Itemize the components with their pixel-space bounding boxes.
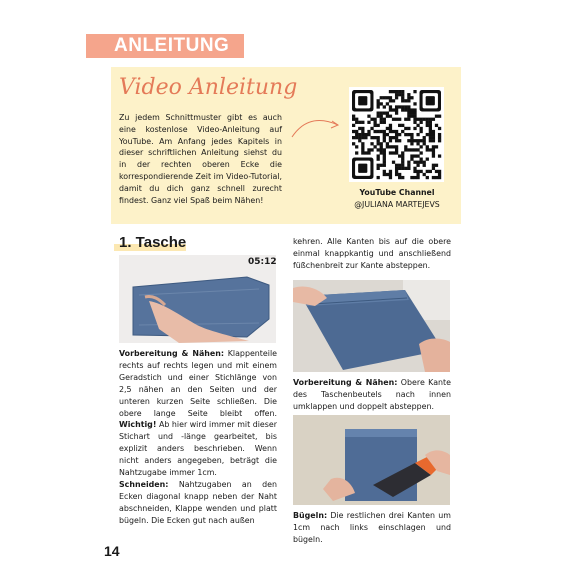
- photo-sewing-flap: [119, 255, 276, 343]
- photo-ironing: [293, 415, 450, 505]
- page-number: 14: [104, 543, 120, 559]
- step-text: Die restlichen drei Kanten um 1cm nach links einschlagen und bügeln.: [293, 511, 451, 544]
- qr-code[interactable]: [349, 87, 444, 182]
- photo-illustration: [119, 255, 276, 343]
- arrow-right-icon: [290, 115, 342, 141]
- photo-illustration: [293, 280, 450, 372]
- important-label: Wichtig!: [119, 420, 157, 430]
- video-box-title: Video Anleitung: [119, 75, 298, 100]
- left-column-text: [119, 348, 277, 527]
- step-text: Nahtzugaben an den Ecken diagonal knapp neben der Naht abschneiden, Klappe wenden und platt bügeln. Die Ecken gut nach außen: [119, 479, 277, 525]
- youtube-channel-handle[interactable]: @JULIANA MARTEJEVS: [354, 200, 440, 209]
- step-text: Klappenteile rechts auf rechts legen und mit einem Geradstich und einer Stichlänge von 2,5 nähen an den Seiten und der unteren kurzen Seite schließen. Die obere lange Seite bleibt offen.: [119, 349, 277, 418]
- step-label-cut: Schneiden:: [119, 479, 169, 489]
- step-label-prep-sew: Vorbereitung & Nähen:: [293, 378, 398, 387]
- step-text: Ab hier wird immer mit dieser Stichart und -länge gearbeitet, bis explizit anders beschrieben. Wenn nicht anders angegeben, beträgt die Nahtzugabe immer 1cm.: [119, 420, 277, 478]
- right-column-top-text: kehren. Alle Kanten bis auf die obere einmal knappkantig und anschließend füßchenbreit zur Kante absteppen.: [293, 237, 451, 270]
- photo-folding-top-edge: [293, 280, 450, 372]
- page-header-title: ANLEITUNG: [114, 35, 230, 56]
- step-label-prep-sew: Vorbereitung & Nähen:: [119, 349, 225, 358]
- section-title: 1. Tasche: [119, 234, 187, 251]
- youtube-channel-label: YouTube Channel: [359, 188, 435, 197]
- right-column-mid-text: [293, 377, 451, 413]
- step-label-iron: Bügeln:: [293, 511, 328, 520]
- video-box-text: Zu jedem Schnittmuster gibt es auch eine kostenlose Video-Anleitung auf YouTube. Am Anfang jedes Kapitels in dieser schriftlichen Anleitung siehst du in der rechten oberen Ecke die korrespondierende Zeit im Video-Tutorial, damit du dich ganz schnell zurecht findest. Ganz viel Spaß beim Nähen!: [119, 113, 282, 205]
- right-column-bottom-text: [293, 510, 451, 546]
- qr-code-icon: [349, 87, 444, 182]
- photo-illustration: [293, 415, 450, 505]
- step-text: Obere Kante des Taschenbeutels nach innen umklappen und doppelt absteppen.: [293, 378, 451, 411]
- video-timestamp: 05:12: [248, 257, 277, 267]
